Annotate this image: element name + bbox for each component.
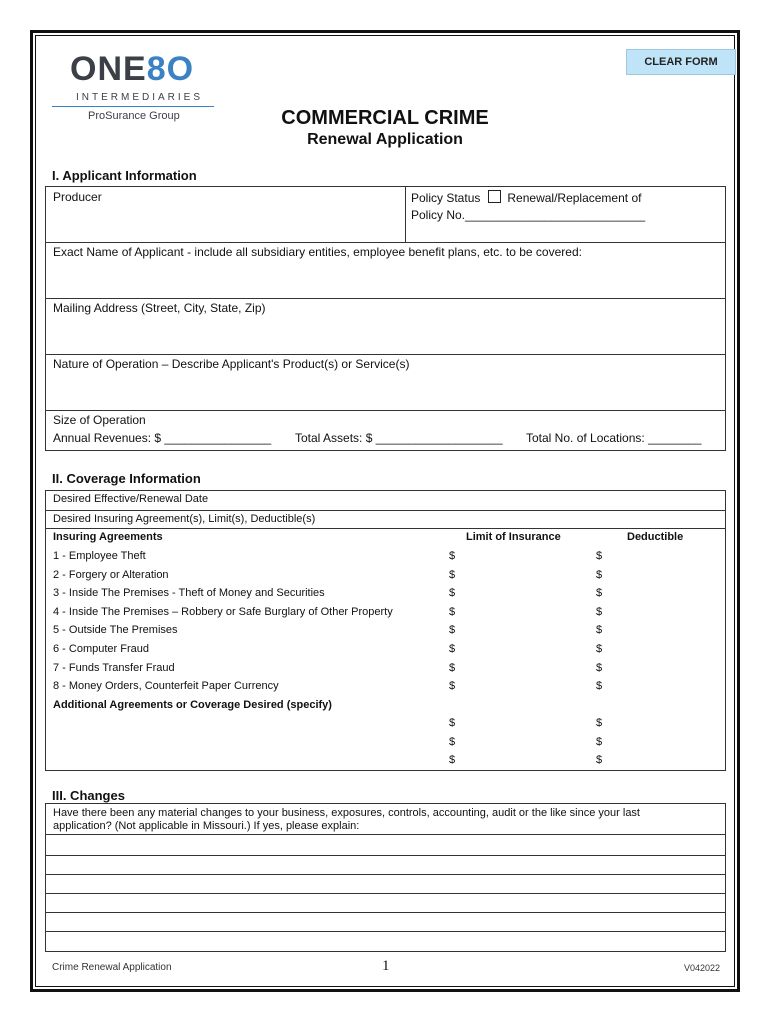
logo-wordmark: ONE8O <box>70 50 195 88</box>
insuring-agreement-row: 4 - Inside The Premises – Robbery or Safe Burglary of Other Property <box>53 606 393 618</box>
additional-limit-field[interactable]: $ <box>449 717 456 729</box>
insuring-agreement-row: 7 - Funds Transfer Fraud <box>53 662 175 674</box>
renewal-checkbox[interactable] <box>488 190 501 203</box>
deductible-field[interactable]: $ <box>596 587 603 599</box>
total-locations-field[interactable]: Total No. of Locations: ________ <box>526 431 702 445</box>
applicant-info-box <box>45 186 726 451</box>
applicant-name-field[interactable]: Exact Name of Applicant - include all subsidiary entities, employee benefit plans, etc. to be covered: <box>53 245 582 259</box>
deductible-field[interactable]: $ <box>596 662 603 674</box>
insuring-agreement-row: 2 - Forgery or Alteration <box>53 569 169 581</box>
mailing-address-field[interactable]: Mailing Address (Street, City, State, Zip) <box>53 301 266 315</box>
producer-field[interactable]: Producer <box>53 190 102 204</box>
additional-agreements-label: Additional Agreements or Coverage Desired (specify) <box>53 699 332 711</box>
limit-field[interactable]: $ <box>449 680 456 692</box>
limit-field[interactable]: $ <box>449 569 456 581</box>
limit-field[interactable]: $ <box>449 624 456 636</box>
changes-question-line2: application? (Not applicable in Missouri.) If yes, please explain: <box>53 820 360 832</box>
insuring-agreement-row: 6 - Computer Fraud <box>53 643 149 655</box>
insuring-agreement-row: 5 - Outside The Premises <box>53 624 178 636</box>
limit-field[interactable]: $ <box>449 606 456 618</box>
form-subtitle: Renewal Application <box>307 131 463 148</box>
deductible-field[interactable]: $ <box>596 606 603 618</box>
col-deductible: Deductible <box>627 531 684 543</box>
limit-field[interactable]: $ <box>449 662 456 674</box>
deductible-field[interactable]: $ <box>596 680 603 692</box>
footer-form-name: Crime Renewal Application <box>52 962 172 973</box>
limit-field[interactable]: $ <box>449 587 456 599</box>
policy-no-field[interactable]: Policy No.___________________________ <box>411 208 646 222</box>
col-limit-of-insurance: Limit of Insurance <box>466 531 561 543</box>
section-coverage-heading: II. Coverage Information <box>52 471 201 486</box>
logo-group-name: ProSurance Group <box>88 110 180 122</box>
changes-question-line1: Have there been any material changes to your business, exposures, controls, accounting, audit or the like since your last <box>53 807 640 819</box>
footer-page-number: 1 <box>382 958 390 974</box>
footer-version: V042022 <box>684 963 721 973</box>
insuring-agreement-row: 1 - Employee Theft <box>53 550 146 562</box>
policy-status-label: Policy Status Renewal/Replacement of <box>411 191 642 205</box>
additional-deductible-field[interactable]: $ <box>596 717 603 729</box>
section-applicant-heading: I. Applicant Information <box>52 168 197 183</box>
annual-revenues-field[interactable]: Annual Revenues: $ ________________ <box>53 431 272 445</box>
clear-form-button[interactable]: CLEAR FORM <box>626 49 736 75</box>
col-insuring-agreements: Insuring Agreements <box>53 531 163 543</box>
form-title: COMMERCIAL CRIME <box>281 107 489 129</box>
logo-subline: INTERMEDIARIES <box>76 92 204 103</box>
additional-deductible-field[interactable]: $ <box>596 754 603 766</box>
insuring-agreement-row: 3 - Inside The Premises - Theft of Money and Securities <box>53 587 325 599</box>
deductible-field[interactable]: $ <box>596 624 603 636</box>
limit-field[interactable]: $ <box>449 550 456 562</box>
insuring-agreement-row: 8 - Money Orders, Counterfeit Paper Currency <box>53 680 279 692</box>
additional-limit-field[interactable]: $ <box>449 754 456 766</box>
effective-date-field[interactable]: Desired Effective/Renewal Date <box>53 493 209 505</box>
limit-field[interactable]: $ <box>449 643 456 655</box>
section-changes-heading: III. Changes <box>52 788 125 803</box>
insuring-desired-label: Desired Insuring Agreement(s), Limit(s), Deductible(s) <box>53 513 316 525</box>
total-assets-field[interactable]: Total Assets: $ ___________________ <box>295 431 503 445</box>
additional-deductible-field[interactable]: $ <box>596 736 603 748</box>
deductible-field[interactable]: $ <box>596 643 603 655</box>
deductible-field[interactable]: $ <box>596 569 603 581</box>
additional-limit-field[interactable]: $ <box>449 736 456 748</box>
nature-of-operation-field[interactable]: Nature of Operation – Describe Applicant's Product(s) or Service(s) <box>53 357 410 371</box>
size-of-operation-label: Size of Operation <box>53 413 146 427</box>
deductible-field[interactable]: $ <box>596 550 603 562</box>
